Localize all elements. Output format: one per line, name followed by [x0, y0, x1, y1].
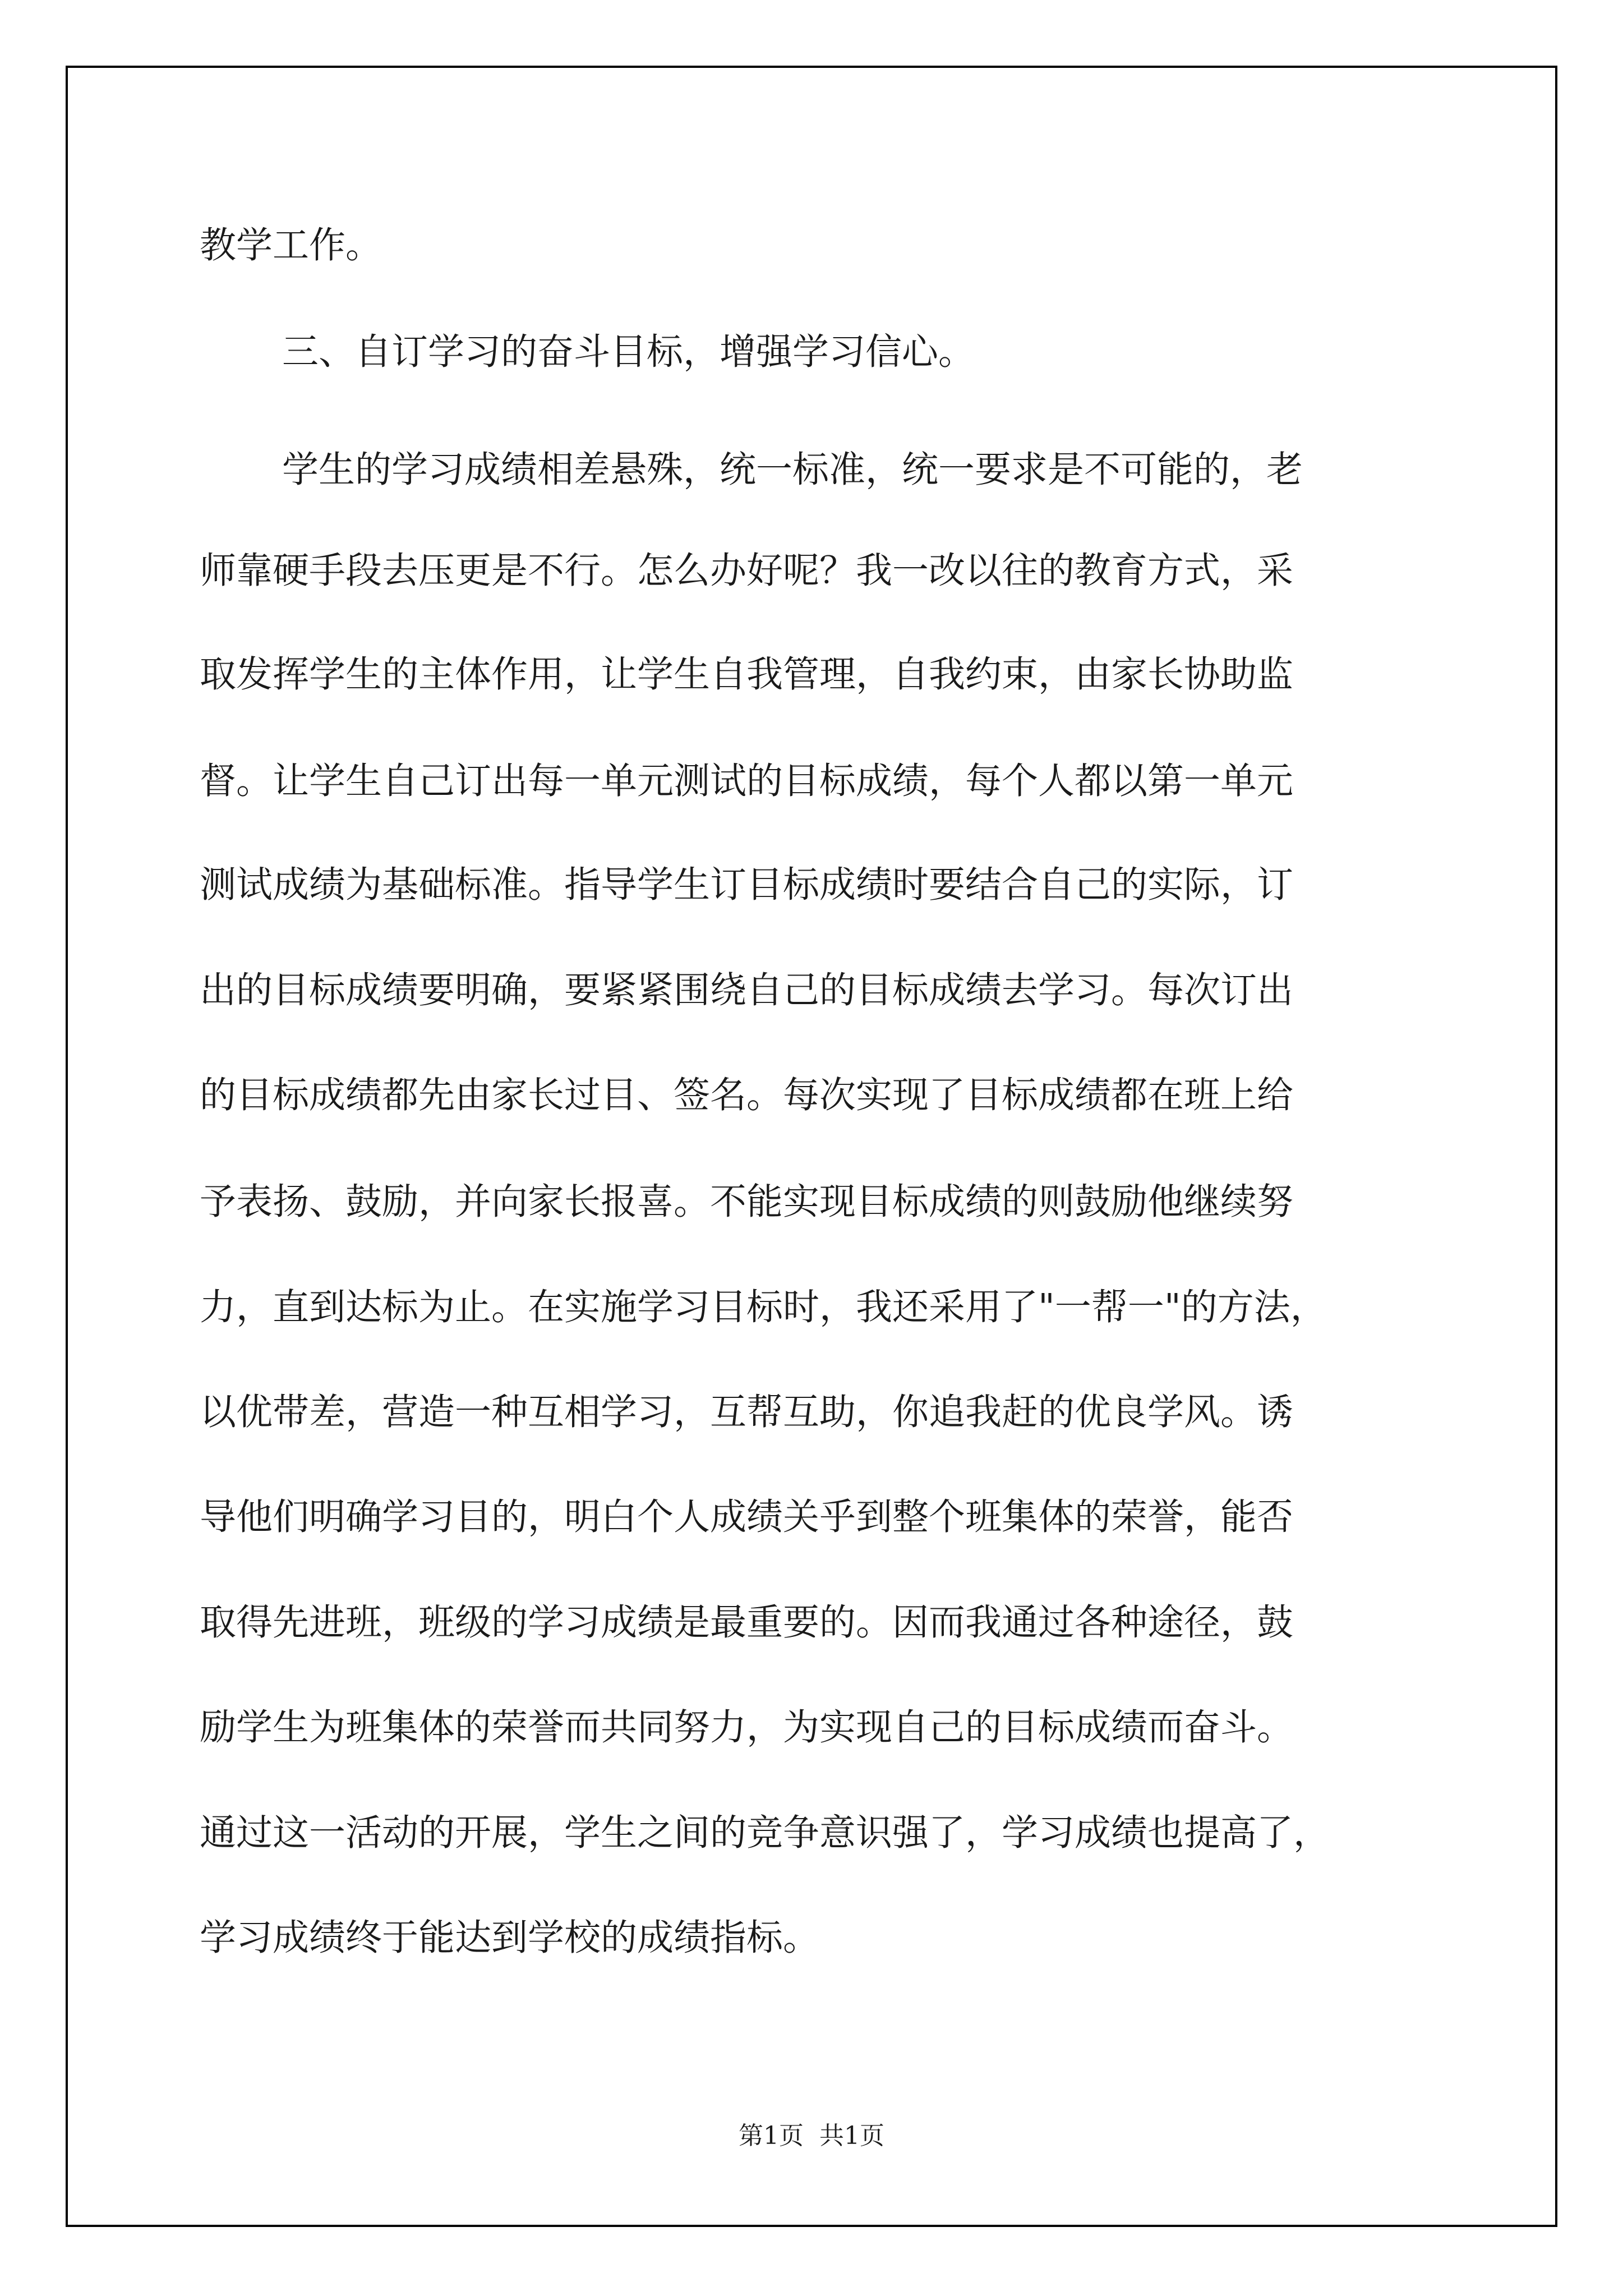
text-line: 予表扬、鼓励，并向家长报喜。不能实现目标成绩的则鼓励他继续努 [200, 1181, 1294, 1223]
text-line: 教学工作。 [200, 224, 382, 266]
text-line: 励学生为班集体的荣誉而共同努力，为实现自己的目标成绩而奋斗。 [200, 1706, 1294, 1749]
text-line: 学习成绩终于能达到学校的成绩指标。 [200, 1917, 820, 1959]
text-line: 测试成绩为基础标准。指导学生订目标成绩时要结合自己的实际，订 [200, 864, 1294, 906]
text-line: 力，直到达标为止。在实施学习目标时，我还采用了"一帮一"的方法， [200, 1286, 1327, 1328]
text-line: 出的目标成绩要明确，要紧紧围绕自己的目标成绩去学习。每次订出 [200, 969, 1294, 1011]
text-line: 的目标成绩都先由家长过目、签名。每次实现了目标成绩都在班上给 [200, 1074, 1294, 1116]
text-line: 督。让学生自己订出每一单元测试的目标成绩，每个人都以第一单元 [200, 760, 1294, 802]
text-line: 学生的学习成绩相差悬殊，统一标准，统一要求是不可能的，老 [282, 449, 1303, 491]
text-line: 取发挥学生的主体作用，让学生自我管理，自我约束，由家长协助监 [200, 654, 1294, 696]
text-line: 师靠硬手段去压更是不行。怎么办好呢？我一改以往的教育方式，采 [200, 550, 1294, 592]
text-line: 取得先进班，班级的学习成绩是最重要的。因而我通过各种途径，鼓 [200, 1602, 1294, 1644]
text-line: 以优带差，营造一种互相学习，互帮互助，你追我赶的优良学风。诱 [200, 1391, 1294, 1433]
text-line: 导他们明确学习目的，明白个人成绩关乎到整个班集体的荣誉，能否 [200, 1496, 1294, 1538]
page-border [66, 66, 1557, 2227]
section-heading: 三、自订学习的奋斗目标，增强学习信心。 [282, 331, 975, 373]
text-line: 通过这一活动的开展，学生之间的竞争意识强了，学习成绩也提高了， [200, 1812, 1330, 1854]
page-number: 第1页 共1页 [739, 2122, 884, 2150]
